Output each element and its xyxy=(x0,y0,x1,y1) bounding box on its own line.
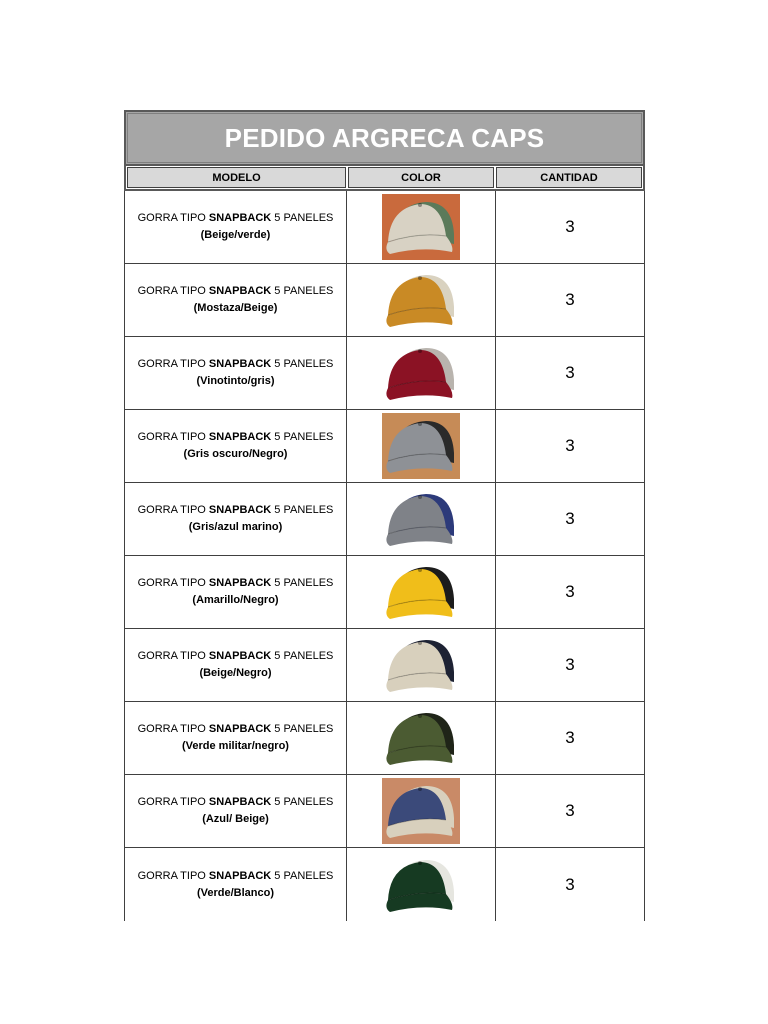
modelo-prefix: GORRA TIPO xyxy=(137,431,209,443)
table-body xyxy=(124,191,645,921)
table-row xyxy=(125,264,644,337)
modelo-type: SNAPBACK xyxy=(208,431,272,443)
modelo-prefix: GORRA TIPO xyxy=(137,869,209,882)
color-cell xyxy=(347,264,496,336)
cantidad-cell: 3 xyxy=(565,728,575,747)
modelo-color-name: (Amarillo/Negro) xyxy=(192,594,279,606)
cap-photo-icon xyxy=(382,267,460,333)
modelo-type: SNAPBACK xyxy=(208,723,272,735)
modelo-type: SNAPBACK xyxy=(208,212,272,224)
table-row xyxy=(125,556,644,629)
modelo-suffix: 5 PANELES xyxy=(271,723,334,735)
header-modelo: MODELO xyxy=(127,167,346,188)
color-cell xyxy=(347,337,496,409)
cap-button xyxy=(418,349,422,353)
color-cell xyxy=(347,848,496,921)
modelo-prefix: GORRA TIPO xyxy=(137,577,209,589)
modelo-text xyxy=(138,429,334,446)
cap-button xyxy=(418,276,422,280)
modelo-suffix: 5 PANELES xyxy=(271,431,334,443)
table-row xyxy=(125,848,644,921)
modelo-cell xyxy=(125,629,347,701)
modelo-suffix: 5 PANELES xyxy=(271,358,334,370)
modelo-suffix: 5 PANELES xyxy=(271,650,334,662)
color-cell xyxy=(347,702,496,774)
cantidad-cell: 3 xyxy=(565,436,575,455)
modelo-text xyxy=(138,575,334,592)
modelo-color-name: (Beige/verde) xyxy=(200,229,271,241)
modelo-text xyxy=(138,648,334,665)
modelo-type: SNAPBACK xyxy=(208,796,272,808)
modelo-cell xyxy=(125,191,347,263)
cap-button xyxy=(418,861,422,865)
header-color: COLOR xyxy=(348,167,494,188)
modelo-text xyxy=(138,794,334,811)
modelo-color-name: (Azul/ Beige) xyxy=(202,813,269,825)
table-row xyxy=(125,337,644,410)
cap-button xyxy=(418,787,422,791)
modelo-suffix: 5 PANELES xyxy=(271,796,334,808)
color-cell xyxy=(347,410,496,482)
modelo-color-name: (Verde militar/negro) xyxy=(182,740,289,752)
table-row xyxy=(125,775,644,848)
cap-photo-icon xyxy=(382,559,460,625)
cantidad-cell: 3 xyxy=(565,290,575,309)
cap-photo-icon xyxy=(382,340,460,406)
order-sheet xyxy=(124,110,645,921)
modelo-suffix: 5 PANELES xyxy=(271,212,334,224)
modelo-prefix: GORRA TIPO xyxy=(137,796,209,808)
modelo-cell xyxy=(125,410,347,482)
color-cell xyxy=(347,556,496,628)
modelo-suffix: 5 PANELES xyxy=(271,869,334,882)
cap-photo-icon xyxy=(382,705,460,771)
modelo-text xyxy=(138,210,334,227)
title-bar xyxy=(124,110,645,166)
cap-button xyxy=(418,641,422,645)
cap-button xyxy=(418,203,422,207)
modelo-prefix: GORRA TIPO xyxy=(137,212,209,224)
cantidad-cell: 3 xyxy=(565,363,575,382)
table-row xyxy=(125,191,644,264)
cantidad-cell: 3 xyxy=(565,655,575,674)
modelo-cell xyxy=(125,264,347,336)
page-title: PEDIDO ARGRECA CAPS xyxy=(224,122,545,153)
cantidad-cell: 3 xyxy=(565,582,575,601)
modelo-type: SNAPBACK xyxy=(208,358,272,370)
table-header xyxy=(124,166,645,191)
modelo-color-name: (Verde/Blanco) xyxy=(196,886,275,899)
modelo-cell xyxy=(125,702,347,774)
table-row xyxy=(125,410,644,483)
modelo-color-name: (Gris oscuro/Negro) xyxy=(183,448,288,460)
table-row xyxy=(125,702,644,775)
modelo-type: SNAPBACK xyxy=(208,869,272,882)
cap-photo-icon xyxy=(382,778,460,844)
cap-photo-icon xyxy=(382,413,460,479)
color-cell xyxy=(347,191,496,263)
modelo-cell xyxy=(125,775,347,847)
table-row xyxy=(125,483,644,556)
modelo-prefix: GORRA TIPO xyxy=(137,358,209,370)
cantidad-cell: 3 xyxy=(565,874,575,894)
modelo-cell xyxy=(125,848,347,921)
cantidad-cell: 3 xyxy=(565,217,575,236)
modelo-text xyxy=(138,283,334,300)
modelo-cell xyxy=(125,337,347,409)
modelo-color-name: (Beige/Negro) xyxy=(199,667,272,679)
cap-button xyxy=(418,422,422,426)
modelo-cell xyxy=(125,556,347,628)
table-row xyxy=(125,629,644,702)
modelo-text xyxy=(138,356,334,373)
cap-button xyxy=(418,495,422,499)
modelo-text xyxy=(138,868,334,885)
modelo-prefix: GORRA TIPO xyxy=(137,504,209,516)
cap-photo-icon xyxy=(382,194,460,260)
modelo-suffix: 5 PANELES xyxy=(271,504,334,516)
header-cantidad: CANTIDAD xyxy=(496,167,642,188)
modelo-suffix: 5 PANELES xyxy=(271,285,334,297)
modelo-prefix: GORRA TIPO xyxy=(137,723,209,735)
cantidad-cell: 3 xyxy=(565,801,575,820)
cap-photo-icon xyxy=(382,486,460,552)
modelo-type: SNAPBACK xyxy=(208,577,272,589)
color-cell xyxy=(347,775,496,847)
modelo-text xyxy=(138,502,334,519)
modelo-cell xyxy=(125,483,347,555)
cap-photo-icon xyxy=(382,852,460,918)
color-cell xyxy=(347,483,496,555)
modelo-text xyxy=(138,721,334,738)
color-cell xyxy=(347,629,496,701)
cantidad-cell: 3 xyxy=(565,509,575,528)
cap-photo-icon xyxy=(382,632,460,698)
modelo-prefix: GORRA TIPO xyxy=(137,285,209,297)
cap-button xyxy=(418,714,422,718)
modelo-color-name: (Mostaza/Beige) xyxy=(193,302,278,314)
modelo-color-name: (Gris/azul marino) xyxy=(188,521,283,533)
cap-button xyxy=(418,568,422,572)
modelo-type: SNAPBACK xyxy=(208,285,272,297)
modelo-suffix: 5 PANELES xyxy=(271,577,334,589)
modelo-prefix: GORRA TIPO xyxy=(137,650,209,662)
modelo-type: SNAPBACK xyxy=(208,504,272,516)
modelo-color-name: (Vinotinto/gris) xyxy=(196,375,275,387)
modelo-type: SNAPBACK xyxy=(208,650,272,662)
